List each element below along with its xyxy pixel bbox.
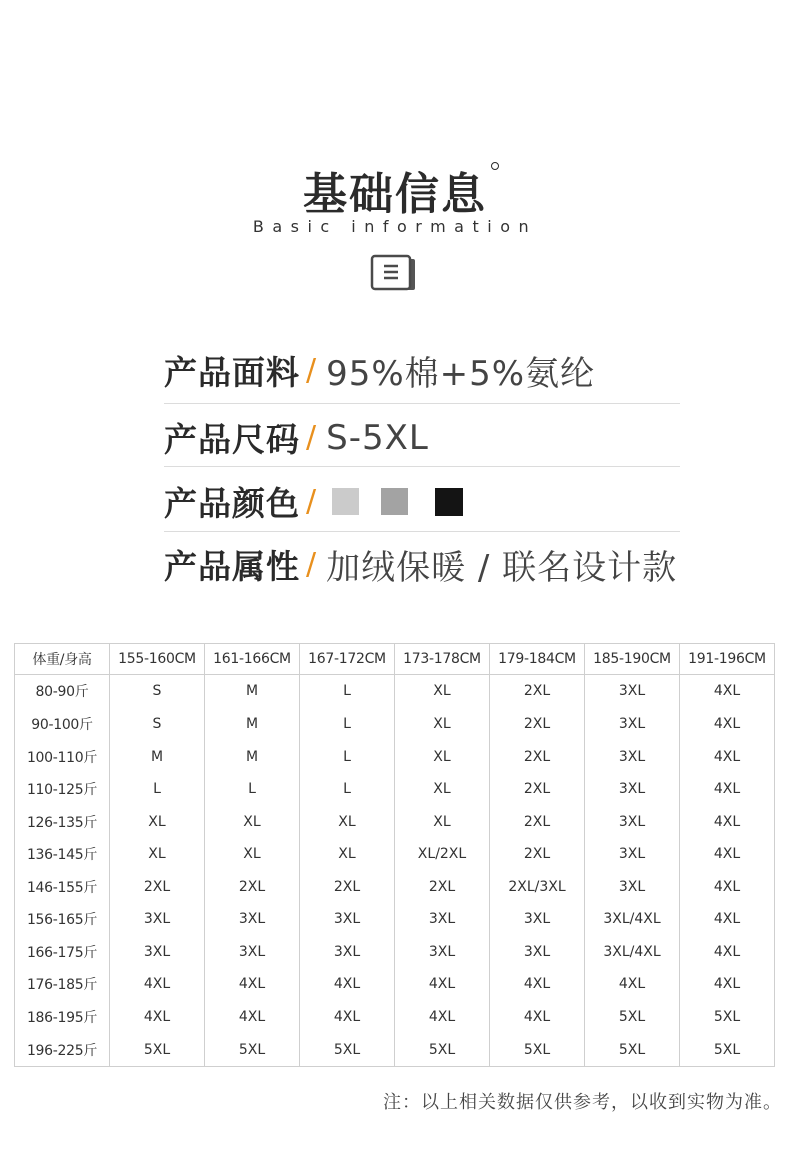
size-cell: 4XL [110, 1000, 205, 1033]
size-cell: 4XL [205, 968, 300, 1001]
weight-cell: 176-185斤 [15, 968, 110, 1001]
size-cell: S [110, 708, 205, 741]
size-cell: 5XL [395, 1033, 490, 1067]
size-cell: 2XL [490, 805, 585, 838]
size-cell: L [300, 773, 395, 806]
size-table-header [15, 644, 775, 675]
header-weight-height: 体重/身高 [15, 644, 110, 675]
size-cell: 3XL [585, 838, 680, 871]
size-cell: 4XL [680, 903, 775, 936]
title-degree-mark [491, 162, 499, 170]
table-row [15, 838, 775, 871]
size-cell: 4XL [680, 935, 775, 968]
header-height-col: 167-172CM [300, 644, 395, 675]
size-cell: M [205, 708, 300, 741]
size-cell: 2XL/3XL [490, 870, 585, 903]
size-cell: 4XL [110, 968, 205, 1001]
size-cell: XL [395, 805, 490, 838]
size-cell: XL [110, 805, 205, 838]
table-row [15, 805, 775, 838]
size-cell: XL/2XL [395, 838, 490, 871]
size-cell: L [110, 773, 205, 806]
size-cell: 4XL [585, 968, 680, 1001]
table-row [15, 968, 775, 1001]
size-cell: 2XL [110, 870, 205, 903]
size-cell: 2XL [300, 870, 395, 903]
weight-cell: 146-155斤 [15, 870, 110, 903]
table-row [15, 903, 775, 936]
size-cell: XL [395, 675, 490, 708]
spec-label: 产品属性 [164, 547, 300, 586]
size-cell: 3XL [110, 903, 205, 936]
spec-slash: / [306, 547, 317, 582]
size-cell: M [205, 675, 300, 708]
size-cell: 3XL [585, 773, 680, 806]
disclaimer-note: 注：以上相关数据仅供参考，以收到实物为准。 [383, 1092, 782, 1113]
section-title-wrap [0, 158, 790, 222]
size-cell: 2XL [490, 740, 585, 773]
size-cell: 2XL [490, 708, 585, 741]
size-cell: 2XL [490, 675, 585, 708]
weight-cell: 196-225斤 [15, 1033, 110, 1067]
size-cell: 3XL [395, 903, 490, 936]
weight-cell: 156-165斤 [15, 903, 110, 936]
size-cell: 5XL [110, 1033, 205, 1067]
size-cell: 4XL [680, 773, 775, 806]
size-cell: 4XL [680, 870, 775, 903]
color-swatch-black [435, 488, 463, 516]
weight-cell: 110-125斤 [15, 773, 110, 806]
header-height-col: 161-166CM [205, 644, 300, 675]
section-title-text: 基础信息 [303, 169, 487, 220]
weight-cell: 166-175斤 [15, 935, 110, 968]
size-cell: L [205, 773, 300, 806]
size-cell: 3XL [300, 903, 395, 936]
size-cell: 4XL [205, 1000, 300, 1033]
size-cell: XL [395, 740, 490, 773]
weight-cell: 80-90斤 [15, 675, 110, 708]
size-cell: 3XL [490, 935, 585, 968]
size-cell: M [205, 740, 300, 773]
table-row [15, 740, 775, 773]
size-cell: 5XL [490, 1033, 585, 1067]
document-icon [370, 254, 418, 294]
size-cell: 3XL [205, 935, 300, 968]
table-row [15, 773, 775, 806]
size-cell: 4XL [395, 1000, 490, 1033]
size-cell: 4XL [300, 968, 395, 1001]
size-cell: 4XL [300, 1000, 395, 1033]
size-cell: L [300, 708, 395, 741]
spec-row-size [164, 414, 680, 461]
header-height-col: 173-178CM [395, 644, 490, 675]
size-cell: 4XL [680, 708, 775, 741]
size-cell: 5XL [585, 1000, 680, 1033]
size-cell: 4XL [680, 740, 775, 773]
size-cell: 3XL [490, 903, 585, 936]
size-cell: 3XL/4XL [585, 935, 680, 968]
section-title [303, 158, 487, 222]
color-swatches [332, 488, 485, 516]
table-row [15, 870, 775, 903]
size-cell: 4XL [490, 968, 585, 1001]
spec-label: 产品尺码 [164, 420, 300, 459]
size-cell: 4XL [680, 675, 775, 708]
size-cell: XL [205, 838, 300, 871]
size-cell: 3XL [585, 805, 680, 838]
spec-label: 产品颜色 [164, 484, 300, 523]
weight-cell: 136-145斤 [15, 838, 110, 871]
color-swatch-gray [381, 488, 408, 515]
header-height-col: 155-160CM [110, 644, 205, 675]
weight-cell: 90-100斤 [15, 708, 110, 741]
table-row [15, 675, 775, 708]
size-cell: 4XL [490, 1000, 585, 1033]
size-cell: 3XL [300, 935, 395, 968]
table-row [15, 1000, 775, 1033]
size-cell: 3XL [205, 903, 300, 936]
spec-value: S-5XL [326, 417, 429, 458]
spec-label: 产品面料 [164, 353, 300, 392]
size-cell: S [110, 675, 205, 708]
spec-value: 加绒保暖 / 联名设计款 [326, 548, 678, 588]
size-cell: M [110, 740, 205, 773]
size-cell: 3XL [585, 740, 680, 773]
size-cell: 4XL [680, 968, 775, 1001]
size-cell: 5XL [680, 1000, 775, 1033]
spec-row-attributes [164, 540, 680, 589]
size-cell: XL [395, 708, 490, 741]
size-cell: 3XL [110, 935, 205, 968]
spec-slash: / [306, 484, 317, 519]
color-swatch-light-gray [332, 488, 359, 515]
size-cell: 3XL [585, 870, 680, 903]
size-cell: XL [300, 805, 395, 838]
divider [164, 531, 680, 532]
header-height-col: 179-184CM [490, 644, 585, 675]
size-cell: XL [110, 838, 205, 871]
spec-value: 95%棉+5%氨纶 [326, 354, 596, 394]
spec-slash: / [306, 353, 317, 388]
size-chart-table [14, 643, 775, 1067]
size-cell: XL [205, 805, 300, 838]
size-table-body [15, 675, 775, 1067]
size-cell: 2XL [205, 870, 300, 903]
size-cell: 4XL [680, 838, 775, 871]
size-cell: 3XL [395, 935, 490, 968]
size-cell: 4XL [680, 805, 775, 838]
size-cell: 3XL [585, 675, 680, 708]
table-row [15, 1033, 775, 1067]
weight-cell: 186-195斤 [15, 1000, 110, 1033]
section-subtitle: Basic information [252, 217, 538, 236]
size-cell: XL [395, 773, 490, 806]
header-height-col: 185-190CM [585, 644, 680, 675]
size-cell: 3XL [585, 708, 680, 741]
size-cell: 2XL [395, 870, 490, 903]
size-cell: 4XL [395, 968, 490, 1001]
divider [164, 403, 680, 404]
size-cell: 5XL [680, 1033, 775, 1067]
table-row [15, 935, 775, 968]
spec-row-fabric [164, 346, 680, 395]
size-cell: XL [300, 838, 395, 871]
size-cell: 3XL/4XL [585, 903, 680, 936]
table-row [15, 708, 775, 741]
size-cell: 5XL [585, 1033, 680, 1067]
size-cell: 5XL [205, 1033, 300, 1067]
weight-cell: 126-135斤 [15, 805, 110, 838]
spec-slash: / [306, 420, 317, 455]
divider [164, 466, 680, 467]
weight-cell: 100-110斤 [15, 740, 110, 773]
size-cell: 5XL [300, 1033, 395, 1067]
spec-row-color [164, 478, 680, 525]
size-cell: 2XL [490, 838, 585, 871]
size-cell: L [300, 740, 395, 773]
size-cell: L [300, 675, 395, 708]
header-height-col: 191-196CM [680, 644, 775, 675]
size-cell: 2XL [490, 773, 585, 806]
